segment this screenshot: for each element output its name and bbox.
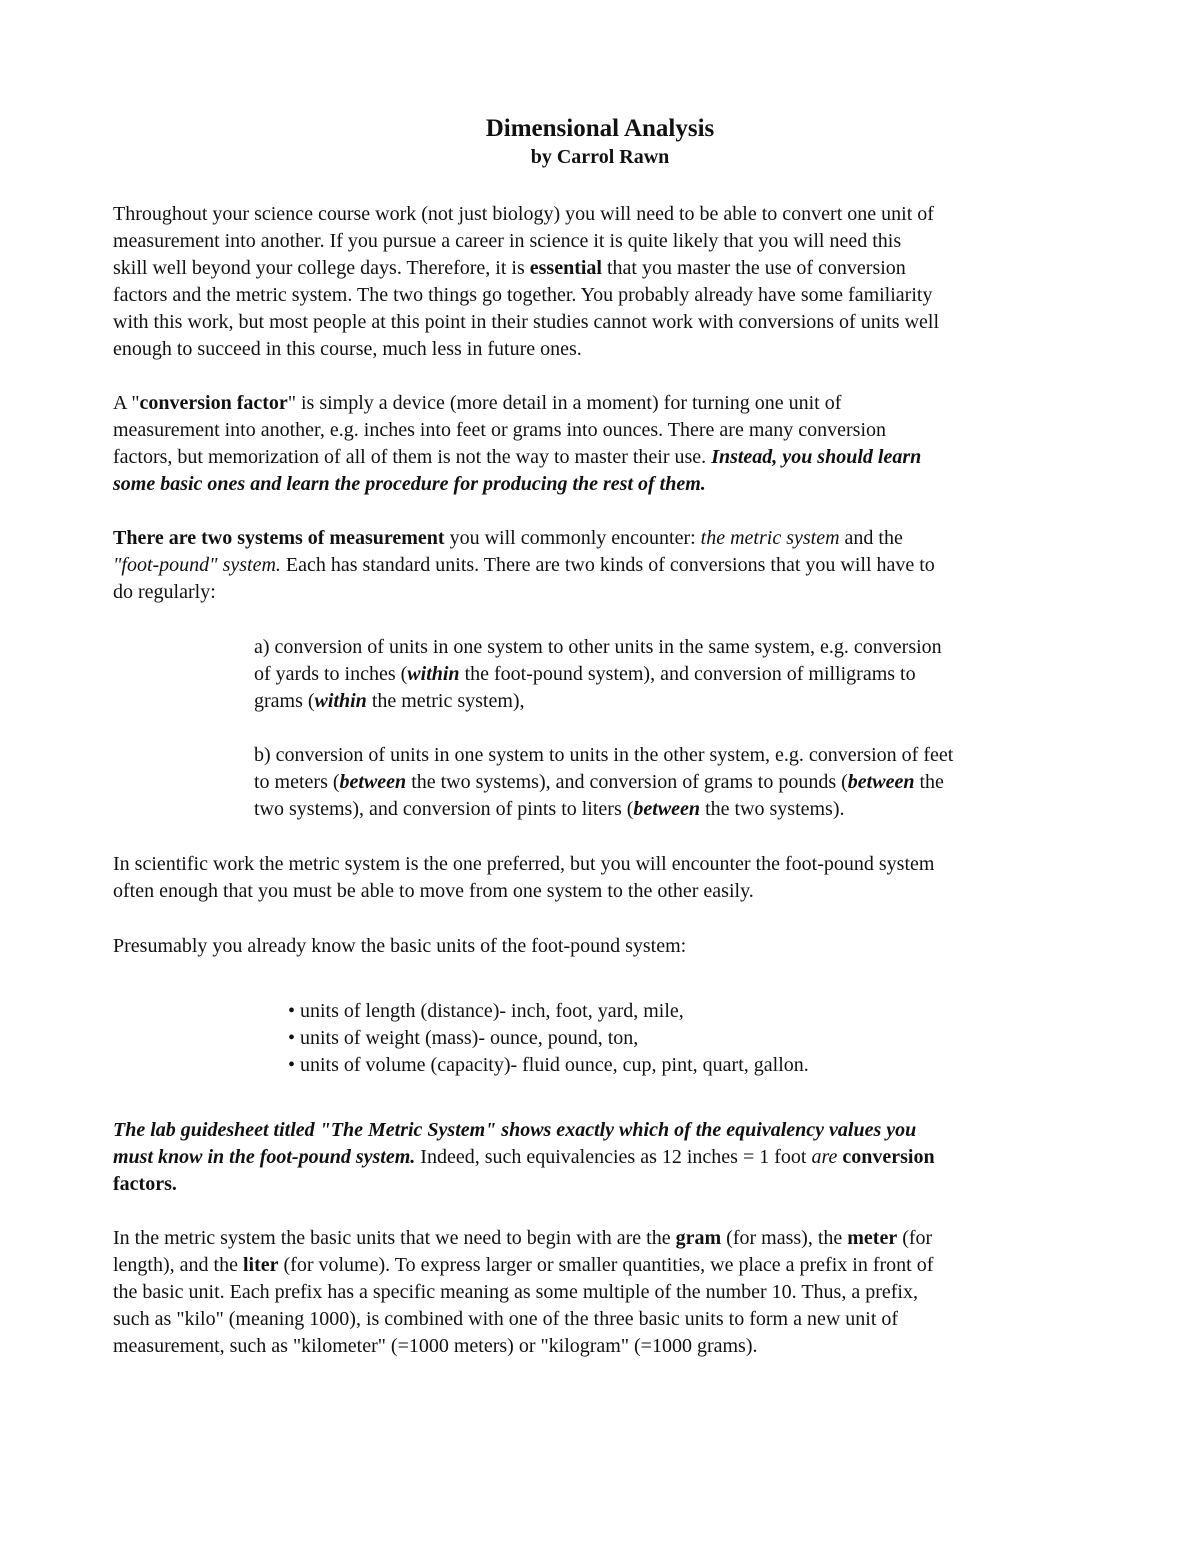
- text-line: In scientific work the metric system is the one preferred, but you will encounter the foot-pound system: [113, 853, 935, 875]
- text-line: factors and the metric system. The two things go together. You probably already have some familiarity: [113, 284, 933, 306]
- document-author: by Carrol Rawn: [530, 146, 670, 168]
- text-run: skill well beyond your college days. Therefore, it is: [113, 257, 530, 279]
- text-line: measurement, such as "kilometer" (=1000 meters) or "kilogram" (=1000 grams).: [113, 1335, 758, 1357]
- text-run: the two systems), and conversion of grams to pounds (: [406, 771, 848, 793]
- text-line: enough to succeed in this course, much less in future ones.: [113, 338, 582, 360]
- paragraph-metric-units: [113, 1225, 1093, 1360]
- emphasis-within: within: [314, 690, 367, 712]
- term-meter: meter: [847, 1227, 898, 1249]
- term-conversion: conversion: [837, 1146, 935, 1168]
- text-line: the basic unit. Each prefix has a specific meaning as some multiple of the number 10. Thus, a prefix,: [113, 1281, 918, 1303]
- text-run: of yards to inches (: [254, 663, 408, 685]
- text-run: grams (: [254, 690, 315, 712]
- text-line: [254, 769, 1094, 796]
- text-line: do regularly:: [113, 581, 216, 603]
- emphasis-essential: essential: [529, 257, 602, 279]
- bullet-list: [288, 998, 1088, 1079]
- text-line: with this work, but most people at this point in their studies cannot work with conversions of units well: [113, 311, 940, 333]
- document-title: Dimensional Analysis: [485, 115, 715, 142]
- text-line: [113, 390, 1093, 417]
- text-run: the metric system),: [366, 690, 525, 712]
- text-line: a) conversion of units in one system to other units in the same system, e.g. conversion: [254, 636, 942, 658]
- term-liter: liter: [242, 1254, 279, 1276]
- term-foot-pound-system: "foot-pound" system.: [113, 554, 281, 576]
- text-line: [113, 255, 1093, 282]
- text-line: [254, 796, 1094, 823]
- text-line: [254, 661, 1094, 688]
- list-item: • units of length (distance)- inch, foot, yard, mile,: [288, 1000, 684, 1022]
- emphasis-between: between: [847, 771, 915, 793]
- text-line: [113, 444, 1093, 471]
- text-run: factors, but memorization of all of them is not the way to master their use.: [113, 446, 712, 468]
- text-line: measurement into another. If you pursue a career in science it is quite likely that you will need this: [113, 230, 902, 252]
- text-line: [113, 525, 1093, 552]
- emphasis-within: within: [407, 663, 460, 685]
- text-run: the foot-pound system), and conversion of milligrams to: [459, 663, 916, 685]
- text-run: " is simply a device (more detail in a moment) for turning one unit of: [287, 392, 842, 414]
- text-line: often enough that you must be able to move from one system to the other easily.: [113, 880, 754, 902]
- text-run: and the: [839, 527, 903, 549]
- term-factors: factors.: [113, 1173, 177, 1195]
- term-conversion-factor: conversion factor: [139, 392, 288, 414]
- paragraph-scientific-work: [113, 851, 1093, 905]
- term-gram: gram: [675, 1227, 722, 1249]
- text-run: two systems), and conversion of pints to liters (: [254, 798, 634, 820]
- emphasis-run: Instead, you should learn: [711, 446, 922, 468]
- text-run: Indeed, such equivalencies as 12 inches = 1 foot: [415, 1146, 812, 1168]
- emphasis-between: between: [339, 771, 407, 793]
- paragraph-foot-pound-units: [113, 933, 1093, 960]
- list-item: • units of weight (mass)- ounce, pound, ton,: [288, 1027, 639, 1049]
- text-run: you will commonly encounter:: [444, 527, 701, 549]
- list-item: • units of volume (capacity)- fluid ounce, cup, pint, quart, gallon.: [288, 1054, 809, 1076]
- text-run: the two systems).: [700, 798, 845, 820]
- text-line: measurement into another, e.g. inches into feet or grams into ounces. There are many conversion: [113, 419, 887, 441]
- text-line: [254, 688, 1094, 715]
- text-run: A ": [113, 392, 140, 414]
- text-line: Presumably you already know the basic units of the foot-pound system:: [113, 935, 687, 957]
- text-run: length), and the: [113, 1254, 243, 1276]
- text-line: The lab guidesheet titled "The Metric System" shows exactly which of the equivalency values you: [113, 1119, 917, 1141]
- text-line: b) conversion of units in one system to units in the other system, e.g. conversion of feet: [254, 744, 954, 766]
- emphasis-are: are: [811, 1146, 838, 1168]
- text-line: Throughout your science course work (not just biology) you will need to be able to convert one unit of: [113, 203, 934, 225]
- list-item-b: [254, 742, 1094, 823]
- text-line: [113, 552, 1093, 579]
- text-line: [113, 1171, 1093, 1198]
- paragraph-intro: [113, 201, 1093, 363]
- list-item-a: [254, 634, 1094, 715]
- text-line: [113, 1144, 1093, 1171]
- emphasis-between: between: [633, 798, 701, 820]
- text-run: (for: [897, 1227, 933, 1249]
- text-run: to meters (: [254, 771, 340, 793]
- paragraph-conversion-factor: [113, 390, 1093, 498]
- text-run: the: [914, 771, 944, 793]
- text-line: [113, 1252, 1093, 1279]
- text-line: some basic ones and learn the procedure for producing the rest of them.: [113, 473, 706, 495]
- text-run: (for volume). To express larger or smaller quantities, we place a prefix in front of: [278, 1254, 934, 1276]
- text-line: [113, 1225, 1093, 1252]
- text-run: In the metric system the basic units that we need to begin with are the: [113, 1227, 676, 1249]
- term-two-systems: There are two systems of measurement: [113, 527, 445, 549]
- emphasis-run: must know in the foot-pound system.: [113, 1146, 416, 1168]
- paragraph-systems: [113, 525, 1093, 606]
- term-metric-system: the metric system: [700, 527, 840, 549]
- text-run: (for mass), the: [721, 1227, 848, 1249]
- text-line: such as "kilo" (meaning 1000), is combined with one of the three basic units to form a new unit of: [113, 1308, 899, 1330]
- text-run: Each has standard units. There are two kinds of conversions that you will have to: [280, 554, 935, 576]
- title-block: [0, 114, 1200, 171]
- paragraph-lab-guidesheet: [113, 1117, 1093, 1198]
- text-run: that you master the use of conversion: [601, 257, 906, 279]
